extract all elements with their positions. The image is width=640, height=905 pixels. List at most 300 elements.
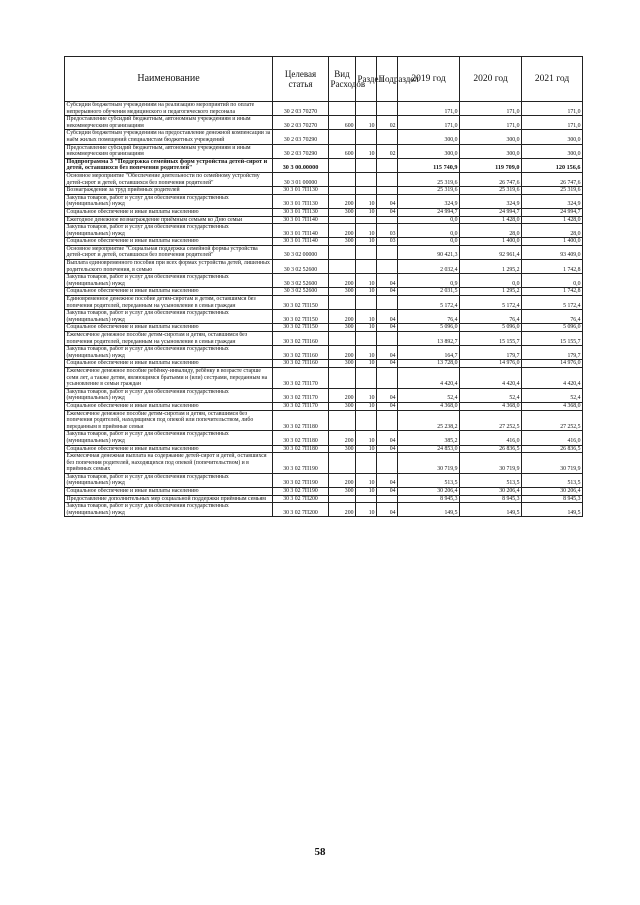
- header-2019: 2019 год: [398, 57, 460, 102]
- row-value-2021: 76,4: [522, 310, 583, 324]
- table-row: [65, 410, 583, 431]
- row-section: 10: [356, 431, 377, 445]
- table-row: [65, 130, 583, 144]
- row-subsection: 04: [377, 274, 398, 288]
- row-value-2021: 4 420,4: [522, 367, 583, 388]
- row-code: 30 3 01 7П130: [273, 208, 329, 216]
- row-subsection: [377, 260, 398, 274]
- row-value-2020: 30 719,9: [460, 453, 522, 474]
- row-name: Закупка товаров, работ и услуг для обеспечения государственных (муниципальных) нужд: [65, 503, 273, 517]
- row-type: 300: [329, 288, 356, 296]
- row-value-2021: 27 252,5: [522, 410, 583, 431]
- row-value-2019: 24 853,0: [398, 445, 460, 453]
- row-subsection: [377, 453, 398, 474]
- row-type: 300: [329, 488, 356, 496]
- row-value-2019: 513,5: [398, 473, 460, 487]
- row-name: Закупка товаров, работ и услуг для обеспечения государственных (муниципальных) нужд: [65, 194, 273, 208]
- row-value-2021: 26 836,5: [522, 445, 583, 453]
- row-section: 10: [356, 324, 377, 332]
- row-type: [329, 102, 356, 116]
- row-value-2019: 25 319,6: [398, 187, 460, 195]
- table-row: [65, 402, 583, 410]
- row-value-2021: 1 428,0: [522, 216, 583, 224]
- row-type: [329, 332, 356, 346]
- row-subsection: 04: [377, 445, 398, 453]
- row-code: 30 3 01 00000: [273, 172, 329, 186]
- row-type: 300: [329, 445, 356, 453]
- table-row: [65, 431, 583, 445]
- row-code: 30 3 02 7П200: [273, 495, 329, 503]
- row-section: 10: [356, 238, 377, 246]
- row-value-2019: 171,0: [398, 116, 460, 130]
- row-type: [329, 367, 356, 388]
- row-value-2021: 24 994,7: [522, 208, 583, 216]
- row-code: 30 3 02 00000: [273, 245, 329, 259]
- row-code: 30 3 02 7П180: [273, 431, 329, 445]
- row-subsection: 04: [377, 402, 398, 410]
- row-value-2020: 171,0: [460, 102, 522, 116]
- row-value-2020: 300,0: [460, 144, 522, 158]
- row-subsection: 04: [377, 346, 398, 360]
- row-value-2021: 1 400,0: [522, 238, 583, 246]
- row-value-2020: 300,0: [460, 130, 522, 144]
- row-type: [329, 245, 356, 259]
- row-value-2020: 15 155,7: [460, 332, 522, 346]
- row-code: 30 3 01 7П130: [273, 187, 329, 195]
- row-code: 30 3 00.00000: [273, 158, 329, 172]
- row-value-2019: 13 892,7: [398, 332, 460, 346]
- row-value-2019: 2 031,5: [398, 288, 460, 296]
- row-section: 10: [356, 310, 377, 324]
- row-type: [329, 130, 356, 144]
- row-type: 200: [329, 503, 356, 517]
- row-value-2021: 171,0: [522, 102, 583, 116]
- row-value-2021: 5 096,0: [522, 324, 583, 332]
- row-type: 600: [329, 116, 356, 130]
- row-name: Предоставление субсидий бюджетным, автономным учреждениям и иным некоммерческим организациям: [65, 144, 273, 158]
- row-code: 30 3 02 7П160: [273, 360, 329, 368]
- table-row: [65, 274, 583, 288]
- row-section: 10: [356, 503, 377, 517]
- row-code: 30 3 02 7П200: [273, 503, 329, 517]
- row-name: Ежемесячное денежное пособие детям-сиротам и детям, оставшимся без попечения родителей, находящимся под опекой или попечительством, либо переданным в приёмные семьи: [65, 410, 273, 431]
- row-value-2019: 5 172,4: [398, 296, 460, 310]
- row-value-2021: 324,9: [522, 194, 583, 208]
- row-section: 10: [356, 274, 377, 288]
- row-name: Субсидии бюджетным учреждениям на реализацию мероприятий по оплате непрерывного обучения медицинского и педагогического персонала: [65, 102, 273, 116]
- table-row: [65, 216, 583, 224]
- row-type: 200: [329, 310, 356, 324]
- row-section: 10: [356, 224, 377, 238]
- header-type: Вид Расходов: [329, 57, 356, 102]
- table-row: [65, 310, 583, 324]
- row-code: 30 3 01 7П140: [273, 238, 329, 246]
- row-subsection: 04: [377, 208, 398, 216]
- row-type: 300: [329, 238, 356, 246]
- row-code: 30 3 02 52600: [273, 288, 329, 296]
- row-value-2020: 149,5: [460, 503, 522, 517]
- row-subsection: 04: [377, 310, 398, 324]
- row-section: [356, 187, 377, 195]
- table-row: [65, 245, 583, 259]
- row-code: 30 3 02 7П170: [273, 367, 329, 388]
- table-row: [65, 288, 583, 296]
- row-subsection: [377, 172, 398, 186]
- row-value-2020: 76,4: [460, 310, 522, 324]
- row-section: 10: [356, 388, 377, 402]
- row-section: [356, 495, 377, 503]
- row-value-2021: 15 155,7: [522, 332, 583, 346]
- row-code: 30 3 02 7П150: [273, 324, 329, 332]
- row-section: 10: [356, 402, 377, 410]
- row-subsection: [377, 245, 398, 259]
- row-value-2021: 1 742,8: [522, 288, 583, 296]
- row-value-2021: 416,0: [522, 431, 583, 445]
- row-section: [356, 216, 377, 224]
- row-value-2021: 0,0: [522, 274, 583, 288]
- row-subsection: [377, 130, 398, 144]
- row-section: [356, 296, 377, 310]
- row-name: Социальное обеспечение и иные выплаты населению: [65, 360, 273, 368]
- row-section: 10: [356, 473, 377, 487]
- row-name: Субсидии бюджетным учреждениям на предоставление денежной компенсации за наём жилых помещений специалистам бюджетных учреждений: [65, 130, 273, 144]
- row-code: 30 3 02 7П160: [273, 346, 329, 360]
- row-value-2019: 30 206,4: [398, 488, 460, 496]
- row-value-2020: 92 961,4: [460, 245, 522, 259]
- row-value-2020: 26 747,6: [460, 172, 522, 186]
- row-subsection: 04: [377, 473, 398, 487]
- row-name: Закупка товаров, работ и услуг для обеспечения государственных (муниципальных) нужд: [65, 310, 273, 324]
- table-row: [65, 224, 583, 238]
- row-type: 600: [329, 144, 356, 158]
- budget-table: [64, 56, 583, 517]
- row-code: 30 3 02 52600: [273, 260, 329, 274]
- row-subsection: [377, 410, 398, 431]
- row-subsection: [377, 187, 398, 195]
- row-name: Закупка товаров, работ и услуг для обеспечения государственных (муниципальных) нужд: [65, 431, 273, 445]
- table-row: [65, 324, 583, 332]
- row-type: 300: [329, 208, 356, 216]
- table-row: [65, 208, 583, 216]
- row-value-2019: 0,9: [398, 274, 460, 288]
- row-section: 10: [356, 208, 377, 216]
- row-code: 30 2 03 70270: [273, 102, 329, 116]
- row-name: Закупка товаров, работ и услуг для обеспечения государственных (муниципальных) нужд: [65, 224, 273, 238]
- row-subsection: 02: [377, 116, 398, 130]
- row-subsection: 04: [377, 194, 398, 208]
- row-value-2020: 4 368,0: [460, 402, 522, 410]
- row-code: 30 3 02 7П150: [273, 310, 329, 324]
- table-row: [65, 488, 583, 496]
- row-value-2020: 24 994,7: [460, 208, 522, 216]
- row-value-2021: 300,0: [522, 130, 583, 144]
- row-subsection: 04: [377, 431, 398, 445]
- row-name: Социальное обеспечение и иные выплаты населению: [65, 288, 273, 296]
- row-section: 10: [356, 445, 377, 453]
- row-value-2020: 26 836,5: [460, 445, 522, 453]
- row-value-2020: 52,4: [460, 388, 522, 402]
- row-value-2019: 8 945,3: [398, 495, 460, 503]
- table-row: [65, 144, 583, 158]
- row-type: [329, 495, 356, 503]
- row-value-2020: 0,0: [460, 274, 522, 288]
- row-subsection: [377, 495, 398, 503]
- row-name: Ежемесячное денежное пособие детям-сиротам и детям, оставшимся без попечения родителей, переданным на усыновление в семьи граждан: [65, 332, 273, 346]
- row-value-2019: 300,0: [398, 144, 460, 158]
- row-value-2021: 30 206,4: [522, 488, 583, 496]
- row-subsection: [377, 367, 398, 388]
- row-subsection: [377, 216, 398, 224]
- row-code: 30 3 02 7П190: [273, 488, 329, 496]
- table-row: [65, 346, 583, 360]
- row-subsection: [377, 158, 398, 172]
- row-name: Закупка товаров, работ и услуг для обеспечения государственных (муниципальных) нужд: [65, 346, 273, 360]
- row-value-2019: 385,2: [398, 431, 460, 445]
- row-section: 10: [356, 116, 377, 130]
- row-value-2020: 5 172,4: [460, 296, 522, 310]
- header-section: Раздел: [356, 57, 377, 102]
- row-name: Подпрограмма 3 "Поддержка семейных форм устройства детей-сирот и детей, оставшихся без попечения родителей": [65, 158, 273, 172]
- row-value-2021: 93 409,0: [522, 245, 583, 259]
- row-type: 200: [329, 224, 356, 238]
- row-code: 30 3 01 7П130: [273, 194, 329, 208]
- row-type: [329, 453, 356, 474]
- row-section: 10: [356, 144, 377, 158]
- row-value-2021: 171,0: [522, 116, 583, 130]
- row-value-2020: 30 206,4: [460, 488, 522, 496]
- row-value-2021: 14 976,0: [522, 360, 583, 368]
- row-value-2020: 25 319,6: [460, 187, 522, 195]
- row-value-2019: 52,4: [398, 388, 460, 402]
- row-name: Закупка товаров, работ и услуг для обеспечения государственных (муниципальных) нужд: [65, 274, 273, 288]
- table-row: [65, 453, 583, 474]
- header-row: [65, 57, 583, 102]
- row-name: Основное мероприятие "Обеспечение деятельности по семейному устройству детей-сирот и детей, оставшихся без попечения родителей": [65, 172, 273, 186]
- row-name: Предоставление дополнительных мер социальной поддержки приёмным семьям: [65, 495, 273, 503]
- table-row: [65, 102, 583, 116]
- row-name: Социальное обеспечение и иные выплаты населению: [65, 488, 273, 496]
- row-value-2019: 149,5: [398, 503, 460, 517]
- row-value-2019: 324,9: [398, 194, 460, 208]
- row-type: [329, 158, 356, 172]
- row-value-2021: 52,4: [522, 388, 583, 402]
- row-section: [356, 410, 377, 431]
- table-row: [65, 238, 583, 246]
- page-number: 58: [314, 846, 326, 858]
- row-type: 200: [329, 473, 356, 487]
- row-subsection: 04: [377, 388, 398, 402]
- row-code: 30 2 03 70270: [273, 116, 329, 130]
- row-section: [356, 130, 377, 144]
- table-row: [65, 503, 583, 517]
- row-value-2019: 2 032,4: [398, 260, 460, 274]
- row-name: Предоставление субсидий бюджетным, автономным учреждениям и иным некоммерческим организациям: [65, 116, 273, 130]
- row-value-2019: 164,7: [398, 346, 460, 360]
- row-name: Закупка товаров, работ и услуг для обеспечения государственных (муниципальных) нужд: [65, 473, 273, 487]
- row-value-2020: 1 400,0: [460, 238, 522, 246]
- row-type: 300: [329, 324, 356, 332]
- row-subsection: 02: [377, 144, 398, 158]
- row-value-2019: 30 719,9: [398, 453, 460, 474]
- row-value-2021: 1 742,8: [522, 260, 583, 274]
- row-name: Социальное обеспечение и иные выплаты населению: [65, 238, 273, 246]
- row-type: [329, 216, 356, 224]
- row-section: [356, 453, 377, 474]
- row-value-2020: 5 096,0: [460, 324, 522, 332]
- header-target: Целевая статья: [273, 57, 329, 102]
- row-type: [329, 260, 356, 274]
- row-value-2019: 25 319,6: [398, 172, 460, 186]
- table-row: [65, 367, 583, 388]
- header-2020: 2020 год: [460, 57, 522, 102]
- row-value-2021: 4 368,0: [522, 402, 583, 410]
- row-name: Социальное обеспечение и иные выплаты населению: [65, 208, 273, 216]
- header-2021: 2021 год: [522, 57, 583, 102]
- header-subsection: Подраздел: [377, 57, 398, 102]
- row-value-2019: 5 096,0: [398, 324, 460, 332]
- row-type: 300: [329, 360, 356, 368]
- row-name: Ежегодное денежное вознаграждение приёмным семьям ко Дню семьи: [65, 216, 273, 224]
- row-section: 10: [356, 194, 377, 208]
- row-value-2020: 27 252,5: [460, 410, 522, 431]
- table-row: [65, 495, 583, 503]
- table-row: [65, 296, 583, 310]
- table-row: [65, 194, 583, 208]
- row-value-2021: 179,7: [522, 346, 583, 360]
- row-type: 200: [329, 346, 356, 360]
- row-name: Социальное обеспечение и иные выплаты населению: [65, 402, 273, 410]
- row-subsection: 04: [377, 288, 398, 296]
- row-value-2019: 4 420,4: [398, 367, 460, 388]
- row-value-2021: 149,5: [522, 503, 583, 517]
- row-value-2019: 115 740,9: [398, 158, 460, 172]
- row-type: 200: [329, 274, 356, 288]
- row-subsection: 03: [377, 224, 398, 238]
- row-type: [329, 410, 356, 431]
- row-value-2019: 4 368,0: [398, 402, 460, 410]
- row-section: [356, 332, 377, 346]
- row-section: 10: [356, 346, 377, 360]
- row-value-2020: 8 945,3: [460, 495, 522, 503]
- row-section: 10: [356, 488, 377, 496]
- row-code: 30 2 03 70290: [273, 144, 329, 158]
- row-subsection: [377, 102, 398, 116]
- table-row: [65, 388, 583, 402]
- row-type: [329, 172, 356, 186]
- row-value-2019: 0,0: [398, 216, 460, 224]
- row-code: 30 3 02 7П180: [273, 410, 329, 431]
- row-value-2019: 171,0: [398, 102, 460, 116]
- row-value-2020: 1 295,2: [460, 288, 522, 296]
- row-subsection: 04: [377, 360, 398, 368]
- row-value-2020: 119 709,0: [460, 158, 522, 172]
- table-row: [65, 445, 583, 453]
- row-name: Выплата единовременного пособия при всех формах устройства детей, лишенных родительского попечения, в семью: [65, 260, 273, 274]
- row-type: 300: [329, 402, 356, 410]
- row-subsection: [377, 332, 398, 346]
- row-section: 10: [356, 288, 377, 296]
- row-value-2019: 300,0: [398, 130, 460, 144]
- row-section: [356, 367, 377, 388]
- table-row: [65, 187, 583, 195]
- row-value-2020: 28,0: [460, 224, 522, 238]
- row-section: [356, 172, 377, 186]
- table-row: [65, 332, 583, 346]
- row-value-2020: 14 976,0: [460, 360, 522, 368]
- row-name: Вознаграждение за труд приёмных родителей: [65, 187, 273, 195]
- row-code: 30 3 02 7П170: [273, 388, 329, 402]
- row-section: 10: [356, 360, 377, 368]
- row-name: Единовременное денежное пособие детям-сиротам и детям, оставшимся без попечения родителей, переданным на усыновление в семьи граждан: [65, 296, 273, 310]
- row-subsection: 04: [377, 503, 398, 517]
- row-section: [356, 245, 377, 259]
- row-name: Социальное обеспечение и иные выплаты населению: [65, 324, 273, 332]
- row-name: Ежемесячная денежная выплата на содержание детей-сирот и детей, оставшихся без попечения родителей, находящихся под опекой (попечительством) и в приёмных семьях: [65, 453, 273, 474]
- row-code: 30 3 02 7П160: [273, 332, 329, 346]
- row-type: 200: [329, 388, 356, 402]
- row-value-2021: 300,0: [522, 144, 583, 158]
- row-name: Основное мероприятие "Социальная поддержка семейной формы устройства детей-сирот и детей, оставшихся без попечения родителей": [65, 245, 273, 259]
- row-value-2019: 90 421,3: [398, 245, 460, 259]
- row-value-2021: 25 319,6: [522, 187, 583, 195]
- row-value-2020: 4 420,4: [460, 367, 522, 388]
- row-type: 200: [329, 431, 356, 445]
- row-value-2021: 513,5: [522, 473, 583, 487]
- row-code: 30 3 02 52600: [273, 274, 329, 288]
- row-value-2020: 179,7: [460, 346, 522, 360]
- row-value-2019: 0,0: [398, 238, 460, 246]
- row-name: Ежемесячное денежное пособие ребёнку-инвалиду, ребёнку в возрасте старше семи лет, а также детям, являющимся братьями и (или) сестрами, переданным на усыновление в семьи граждан: [65, 367, 273, 388]
- row-value-2021: 120 156,6: [522, 158, 583, 172]
- row-code: 30 2 03 70290: [273, 130, 329, 144]
- table-row: [65, 172, 583, 186]
- row-value-2021: 30 719,9: [522, 453, 583, 474]
- row-name: Социальное обеспечение и иные выплаты населению: [65, 445, 273, 453]
- row-value-2019: 25 238,2: [398, 410, 460, 431]
- row-section: [356, 260, 377, 274]
- row-value-2020: 324,9: [460, 194, 522, 208]
- table-row: [65, 260, 583, 274]
- table-row: [65, 116, 583, 130]
- row-type: [329, 296, 356, 310]
- header-name: Наименование: [65, 57, 273, 102]
- row-value-2021: 26 747,6: [522, 172, 583, 186]
- row-subsection: 04: [377, 324, 398, 332]
- row-code: 30 3 02 7П170: [273, 402, 329, 410]
- table-row: [65, 360, 583, 368]
- row-value-2021: 8 945,3: [522, 495, 583, 503]
- row-value-2019: 13 728,0: [398, 360, 460, 368]
- row-value-2020: 171,0: [460, 116, 522, 130]
- row-subsection: [377, 296, 398, 310]
- row-value-2021: 5 172,4: [522, 296, 583, 310]
- row-value-2020: 1 428,0: [460, 216, 522, 224]
- row-subsection: 04: [377, 488, 398, 496]
- row-type: [329, 187, 356, 195]
- row-code: 30 3 02 7П150: [273, 296, 329, 310]
- row-section: [356, 102, 377, 116]
- row-value-2019: 76,4: [398, 310, 460, 324]
- row-value-2019: 24 994,7: [398, 208, 460, 216]
- row-code: 30 3 01 7П140: [273, 224, 329, 238]
- row-code: 30 3 02 7П180: [273, 445, 329, 453]
- row-value-2020: 1 295,2: [460, 260, 522, 274]
- row-value-2020: 416,0: [460, 431, 522, 445]
- row-name: Закупка товаров, работ и услуг для обеспечения государственных (муниципальных) нужд: [65, 388, 273, 402]
- table-body: [65, 102, 583, 517]
- row-type: 200: [329, 194, 356, 208]
- row-section: [356, 158, 377, 172]
